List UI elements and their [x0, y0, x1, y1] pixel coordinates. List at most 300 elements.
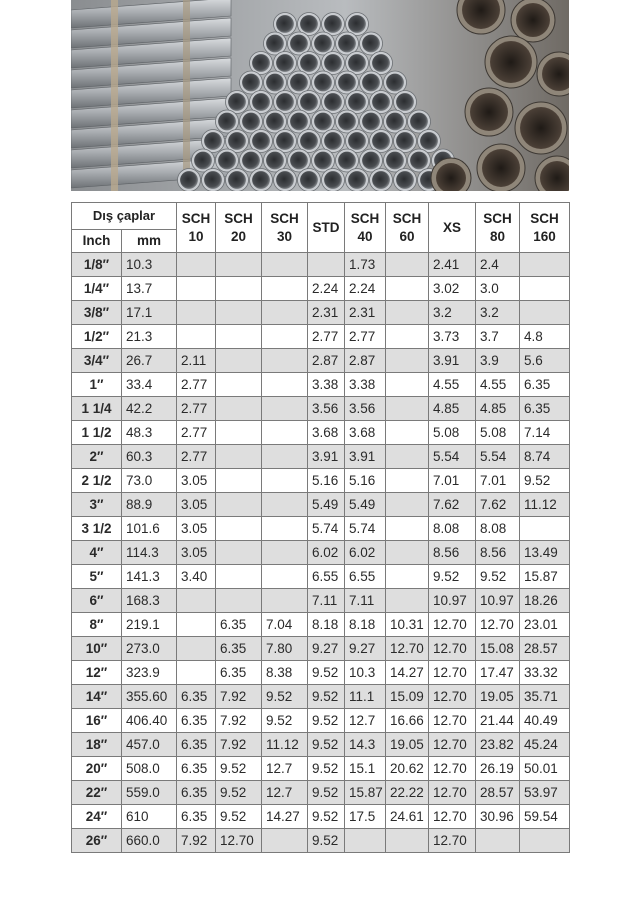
wall-thickness-cell: 6.35 — [216, 661, 262, 685]
mm-diameter-cell: 114.3 — [122, 541, 177, 565]
pipe-bore — [204, 171, 222, 189]
mm-diameter-cell: 21.3 — [122, 325, 177, 349]
wall-thickness-cell: 11.1 — [345, 685, 386, 709]
inch-size-cell: 16″ — [72, 709, 122, 733]
pipe-bore — [266, 74, 284, 92]
wall-thickness-cell: 3.9 — [476, 349, 520, 373]
inch-size-cell: 22″ — [72, 781, 122, 805]
wall-thickness-cell: 2.77 — [177, 397, 216, 421]
pipe-bore — [290, 35, 308, 53]
wall-thickness-cell: 7.11 — [345, 589, 386, 613]
wall-thickness-cell — [262, 829, 308, 853]
wall-thickness-cell — [386, 517, 429, 541]
wall-thickness-cell: 16.66 — [386, 709, 429, 733]
wall-thickness-cell: 3.38 — [345, 373, 386, 397]
wall-thickness-cell: 59.54 — [520, 805, 570, 829]
pipe-bore — [362, 113, 380, 131]
inch-header: Inch — [72, 230, 122, 253]
wall-thickness-cell: 12.7 — [262, 781, 308, 805]
wall-thickness-cell: 10.31 — [386, 613, 429, 637]
mm-diameter-cell: 323.9 — [122, 661, 177, 685]
mm-diameter-cell: 141.3 — [122, 565, 177, 589]
wall-thickness-cell: 10.97 — [476, 589, 520, 613]
wall-thickness-cell: 11.12 — [520, 493, 570, 517]
table-row — [72, 397, 570, 421]
wall-thickness-cell: 2.31 — [345, 301, 386, 325]
inch-size-cell: 4″ — [72, 541, 122, 565]
wall-thickness-cell: 15.08 — [476, 637, 520, 661]
wall-thickness-cell — [216, 277, 262, 301]
wall-thickness-cell: 2.87 — [345, 349, 386, 373]
pipe-bore — [324, 54, 342, 72]
table-row — [72, 565, 570, 589]
mm-diameter-cell: 457.0 — [122, 733, 177, 757]
schedule-header: SCH 40 — [345, 203, 386, 253]
pipe-bore — [300, 93, 318, 111]
pipe-bore — [300, 15, 318, 33]
wall-thickness-cell — [216, 541, 262, 565]
wall-thickness-cell: 6.35 — [520, 397, 570, 421]
schedule-header: SCH 30 — [262, 203, 308, 253]
wall-thickness-cell: 9.52 — [216, 805, 262, 829]
wall-thickness-cell — [216, 469, 262, 493]
wall-thickness-cell: 7.14 — [520, 421, 570, 445]
wall-thickness-cell: 2.77 — [177, 445, 216, 469]
table-row — [72, 709, 570, 733]
wall-thickness-cell — [216, 253, 262, 277]
wall-thickness-cell: 6.35 — [216, 613, 262, 637]
table-row — [72, 373, 570, 397]
pipe-bore — [180, 171, 198, 189]
wall-thickness-cell — [262, 373, 308, 397]
pipe-bore — [324, 15, 342, 33]
wall-thickness-cell: 9.27 — [308, 637, 345, 661]
wall-thickness-cell: 9.52 — [476, 565, 520, 589]
pipe-bore — [290, 74, 308, 92]
mm-diameter-cell: 13.7 — [122, 277, 177, 301]
wall-thickness-cell: 19.05 — [476, 685, 520, 709]
pipe-bore — [348, 15, 366, 33]
wall-thickness-cell — [386, 493, 429, 517]
wall-thickness-cell: 8.74 — [520, 445, 570, 469]
wall-thickness-cell: 3.05 — [177, 541, 216, 565]
wall-thickness-cell: 6.55 — [308, 565, 345, 589]
wall-thickness-cell: 45.24 — [520, 733, 570, 757]
wall-thickness-cell: 28.57 — [476, 781, 520, 805]
wall-thickness-cell: 2.41 — [429, 253, 476, 277]
wall-thickness-cell — [386, 445, 429, 469]
wall-thickness-cell: 7.92 — [177, 829, 216, 853]
large-pipe-bore — [470, 93, 508, 131]
table-row — [72, 781, 570, 805]
wall-thickness-cell: 15.87 — [520, 565, 570, 589]
pipe-bore — [372, 54, 390, 72]
wall-thickness-cell: 9.52 — [308, 661, 345, 685]
pipe-bore — [228, 132, 246, 150]
pipe-bore — [218, 113, 236, 131]
wall-thickness-cell: 8.56 — [429, 541, 476, 565]
wall-thickness-cell: 15.09 — [386, 685, 429, 709]
table-row — [72, 589, 570, 613]
pipe-bore — [276, 54, 294, 72]
pipe-bore — [348, 171, 366, 189]
wall-thickness-cell: 9.27 — [345, 637, 386, 661]
wall-thickness-cell: 6.35 — [177, 733, 216, 757]
wall-thickness-cell: 4.8 — [520, 325, 570, 349]
wall-thickness-cell: 4.85 — [429, 397, 476, 421]
wall-thickness-cell — [262, 445, 308, 469]
inch-size-cell: 1/2″ — [72, 325, 122, 349]
pipe-bore — [372, 132, 390, 150]
wall-thickness-cell: 9.52 — [308, 685, 345, 709]
wall-thickness-cell — [216, 349, 262, 373]
wall-thickness-cell: 28.57 — [520, 637, 570, 661]
wall-thickness-cell: 14.3 — [345, 733, 386, 757]
wall-thickness-cell — [386, 349, 429, 373]
wall-thickness-cell: 5.74 — [345, 517, 386, 541]
pipe-bore — [386, 152, 404, 170]
pipe-bore — [338, 152, 356, 170]
wall-thickness-cell — [386, 325, 429, 349]
wall-thickness-cell: 3.91 — [308, 445, 345, 469]
wall-thickness-cell: 6.02 — [345, 541, 386, 565]
wall-thickness-cell — [476, 829, 520, 853]
table-row — [72, 637, 570, 661]
inch-size-cell: 8″ — [72, 613, 122, 637]
wall-thickness-cell — [216, 373, 262, 397]
schedule-header: SCH 10 — [177, 203, 216, 253]
pipe-bore — [396, 132, 414, 150]
wall-thickness-cell — [177, 661, 216, 685]
mm-header: mm — [122, 230, 177, 253]
pipe-bore — [242, 152, 260, 170]
wall-thickness-cell: 9.52 — [216, 781, 262, 805]
schedule-header: SCH 160 — [520, 203, 570, 253]
pipe-bore — [194, 152, 212, 170]
pipe-bore — [276, 171, 294, 189]
wall-thickness-cell: 20.62 — [386, 757, 429, 781]
inch-size-cell: 26″ — [72, 829, 122, 853]
pipe-bore — [290, 113, 308, 131]
wall-thickness-cell: 6.35 — [177, 805, 216, 829]
pipe-bore — [242, 74, 260, 92]
pipe-bore — [252, 171, 270, 189]
wall-thickness-cell — [177, 325, 216, 349]
wall-thickness-cell: 24.61 — [386, 805, 429, 829]
wall-thickness-cell: 5.49 — [345, 493, 386, 517]
wall-thickness-cell: 7.11 — [308, 589, 345, 613]
wall-thickness-cell: 50.01 — [520, 757, 570, 781]
wall-thickness-cell: 7.92 — [216, 685, 262, 709]
wall-thickness-cell — [216, 565, 262, 589]
pipe-bore — [218, 152, 236, 170]
pipe-bore — [324, 171, 342, 189]
wall-thickness-cell: 2.24 — [308, 277, 345, 301]
wall-thickness-cell — [262, 589, 308, 613]
pipe-bore — [276, 15, 294, 33]
wall-thickness-cell: 3.2 — [476, 301, 520, 325]
wall-thickness-cell — [216, 325, 262, 349]
pipe-bore — [386, 74, 404, 92]
wall-thickness-cell: 6.55 — [345, 565, 386, 589]
pipe-bore — [396, 171, 414, 189]
pipe-bore — [314, 35, 332, 53]
pipe-bore — [324, 132, 342, 150]
inch-size-cell: 2″ — [72, 445, 122, 469]
strap — [111, 0, 118, 191]
inch-size-cell: 5″ — [72, 565, 122, 589]
table-row — [72, 253, 570, 277]
wall-thickness-cell — [177, 301, 216, 325]
inch-size-cell: 6″ — [72, 589, 122, 613]
pipe-bore — [386, 113, 404, 131]
table-row — [72, 421, 570, 445]
wall-thickness-cell: 33.32 — [520, 661, 570, 685]
wall-thickness-cell: 5.54 — [429, 445, 476, 469]
pipe-bore — [252, 93, 270, 111]
wall-thickness-cell: 12.70 — [429, 709, 476, 733]
table-row — [72, 805, 570, 829]
wall-thickness-cell — [386, 253, 429, 277]
inch-size-cell: 1 1/2 — [72, 421, 122, 445]
mm-diameter-cell: 273.0 — [122, 637, 177, 661]
mm-diameter-cell: 10.3 — [122, 253, 177, 277]
inch-size-cell: 10″ — [72, 637, 122, 661]
wall-thickness-cell: 3.38 — [308, 373, 345, 397]
pipe-bore — [204, 132, 222, 150]
pipe-bore — [314, 152, 332, 170]
wall-thickness-cell — [520, 517, 570, 541]
pipe-bore — [290, 152, 308, 170]
wall-thickness-cell — [177, 637, 216, 661]
pipe-bore — [348, 54, 366, 72]
wall-thickness-cell: 9.52 — [216, 757, 262, 781]
wall-thickness-cell: 7.01 — [429, 469, 476, 493]
wall-thickness-cell: 9.52 — [308, 781, 345, 805]
wall-thickness-cell: 40.49 — [520, 709, 570, 733]
inch-size-cell: 3/4″ — [72, 349, 122, 373]
inch-size-cell: 1″ — [72, 373, 122, 397]
pipe-bore — [338, 35, 356, 53]
wall-thickness-cell: 3.7 — [476, 325, 520, 349]
steel-pipes-image — [71, 0, 569, 191]
wall-thickness-cell: 12.70 — [429, 757, 476, 781]
wall-thickness-cell: 7.80 — [262, 637, 308, 661]
wall-thickness-cell: 7.04 — [262, 613, 308, 637]
wall-thickness-cell: 9.52 — [262, 685, 308, 709]
steel-pipes-photo — [71, 0, 569, 191]
wall-thickness-cell — [262, 253, 308, 277]
table-row — [72, 613, 570, 637]
wall-thickness-cell: 14.27 — [386, 661, 429, 685]
wall-thickness-cell — [308, 253, 345, 277]
wall-thickness-cell: 2.11 — [177, 349, 216, 373]
wall-thickness-cell: 2.4 — [476, 253, 520, 277]
wall-thickness-cell — [216, 493, 262, 517]
pipe-bore — [276, 132, 294, 150]
wall-thickness-cell: 6.35 — [177, 757, 216, 781]
wall-thickness-cell: 9.52 — [308, 805, 345, 829]
pipe-bore — [266, 113, 284, 131]
inch-size-cell: 3 1/2 — [72, 517, 122, 541]
outer-diameter-header: Dış çaplar — [72, 203, 177, 230]
wall-thickness-cell — [262, 421, 308, 445]
inch-size-cell: 2 1/2 — [72, 469, 122, 493]
wall-thickness-cell — [520, 277, 570, 301]
wall-thickness-cell: 8.08 — [476, 517, 520, 541]
wall-thickness-cell: 3.2 — [429, 301, 476, 325]
wall-thickness-cell: 5.16 — [308, 469, 345, 493]
pipe-bore — [362, 152, 380, 170]
pipe-bore — [348, 93, 366, 111]
wall-thickness-cell: 3.68 — [345, 421, 386, 445]
inch-size-cell: 1 1/4 — [72, 397, 122, 421]
wall-thickness-cell — [386, 421, 429, 445]
schedule-header: SCH 60 — [386, 203, 429, 253]
wall-thickness-cell — [262, 277, 308, 301]
wall-thickness-cell: 12.70 — [429, 685, 476, 709]
mm-diameter-cell: 610 — [122, 805, 177, 829]
pipe-bore — [410, 113, 428, 131]
wall-thickness-cell: 12.70 — [386, 637, 429, 661]
wall-thickness-cell: 4.55 — [476, 373, 520, 397]
pipe-bore — [300, 132, 318, 150]
wall-thickness-cell: 8.18 — [308, 613, 345, 637]
wall-thickness-cell — [386, 397, 429, 421]
table-row — [72, 445, 570, 469]
wall-thickness-cell: 3.05 — [177, 493, 216, 517]
wall-thickness-cell: 10.97 — [429, 589, 476, 613]
wall-thickness-cell: 30.96 — [476, 805, 520, 829]
table-header-row — [72, 203, 570, 230]
table-row — [72, 517, 570, 541]
wall-thickness-cell: 6.02 — [308, 541, 345, 565]
wall-thickness-cell: 6.35 — [177, 709, 216, 733]
mm-diameter-cell: 508.0 — [122, 757, 177, 781]
mm-diameter-cell: 33.4 — [122, 373, 177, 397]
mm-diameter-cell: 73.0 — [122, 469, 177, 493]
wall-thickness-cell: 8.08 — [429, 517, 476, 541]
wall-thickness-cell — [216, 301, 262, 325]
inch-size-cell: 3/8″ — [72, 301, 122, 325]
wall-thickness-cell: 7.92 — [216, 733, 262, 757]
wall-thickness-cell: 7.92 — [216, 709, 262, 733]
wall-thickness-cell: 17.5 — [345, 805, 386, 829]
wall-thickness-cell — [216, 421, 262, 445]
wall-thickness-cell: 2.77 — [308, 325, 345, 349]
table-row — [72, 757, 570, 781]
wall-thickness-cell: 3.56 — [308, 397, 345, 421]
wall-thickness-cell — [177, 613, 216, 637]
wall-thickness-cell: 5.49 — [308, 493, 345, 517]
wall-thickness-cell: 3.02 — [429, 277, 476, 301]
mm-diameter-cell: 168.3 — [122, 589, 177, 613]
wall-thickness-cell — [262, 565, 308, 589]
large-pipe-bore — [482, 149, 520, 187]
table-row — [72, 469, 570, 493]
wall-thickness-cell — [216, 445, 262, 469]
wall-thickness-cell: 21.44 — [476, 709, 520, 733]
inch-size-cell: 12″ — [72, 661, 122, 685]
wall-thickness-cell: 4.55 — [429, 373, 476, 397]
wall-thickness-cell — [177, 589, 216, 613]
wall-thickness-cell: 5.08 — [429, 421, 476, 445]
pipe-bore — [420, 132, 438, 150]
wall-thickness-cell: 8.38 — [262, 661, 308, 685]
pipe-bore — [362, 35, 380, 53]
wall-thickness-cell — [520, 829, 570, 853]
table-row — [72, 661, 570, 685]
pipe-schedule-table — [71, 202, 570, 853]
wall-thickness-cell: 53.97 — [520, 781, 570, 805]
wall-thickness-cell — [520, 253, 570, 277]
wall-thickness-cell: 9.52 — [308, 829, 345, 853]
mm-diameter-cell: 48.3 — [122, 421, 177, 445]
wall-thickness-cell — [386, 589, 429, 613]
wall-thickness-cell — [386, 373, 429, 397]
large-pipe-bore — [520, 107, 562, 149]
wall-thickness-cell: 10.3 — [345, 661, 386, 685]
wall-thickness-cell — [177, 277, 216, 301]
pipe-bore — [276, 93, 294, 111]
wall-thickness-cell — [216, 517, 262, 541]
table-row — [72, 829, 570, 853]
wall-thickness-cell: 9.52 — [429, 565, 476, 589]
table-row — [72, 349, 570, 373]
wall-thickness-cell: 5.08 — [476, 421, 520, 445]
schedule-header: SCH 80 — [476, 203, 520, 253]
wall-thickness-cell — [386, 469, 429, 493]
wall-thickness-cell: 12.70 — [216, 829, 262, 853]
wall-thickness-cell — [177, 253, 216, 277]
wall-thickness-cell: 3.05 — [177, 469, 216, 493]
mm-diameter-cell: 60.3 — [122, 445, 177, 469]
wall-thickness-cell: 12.70 — [429, 781, 476, 805]
pipe-bore — [396, 93, 414, 111]
wall-thickness-cell: 15.1 — [345, 757, 386, 781]
inch-size-cell: 24″ — [72, 805, 122, 829]
wall-thickness-cell: 2.77 — [177, 373, 216, 397]
wall-thickness-cell: 18.26 — [520, 589, 570, 613]
wall-thickness-cell: 3.05 — [177, 517, 216, 541]
wall-thickness-cell: 7.01 — [476, 469, 520, 493]
wall-thickness-cell — [216, 397, 262, 421]
wall-thickness-cell: 12.70 — [429, 661, 476, 685]
pipe-bore — [314, 113, 332, 131]
pipe-bore — [372, 171, 390, 189]
wall-thickness-cell: 26.19 — [476, 757, 520, 781]
wall-thickness-cell: 2.77 — [345, 325, 386, 349]
table-row — [72, 541, 570, 565]
mm-diameter-cell: 88.9 — [122, 493, 177, 517]
pipe-bore — [324, 93, 342, 111]
table-row — [72, 733, 570, 757]
table-row — [72, 301, 570, 325]
wall-thickness-cell — [262, 349, 308, 373]
wall-thickness-cell: 12.70 — [429, 733, 476, 757]
large-pipe-bore — [516, 3, 550, 37]
wall-thickness-cell: 13.49 — [520, 541, 570, 565]
wall-thickness-cell — [262, 517, 308, 541]
wall-thickness-cell: 7.62 — [429, 493, 476, 517]
wall-thickness-cell — [216, 589, 262, 613]
wall-thickness-cell: 2.77 — [177, 421, 216, 445]
wall-thickness-cell — [262, 325, 308, 349]
wall-thickness-cell: 23.82 — [476, 733, 520, 757]
inch-size-cell: 1/4″ — [72, 277, 122, 301]
inch-size-cell: 18″ — [72, 733, 122, 757]
wall-thickness-cell: 3.73 — [429, 325, 476, 349]
